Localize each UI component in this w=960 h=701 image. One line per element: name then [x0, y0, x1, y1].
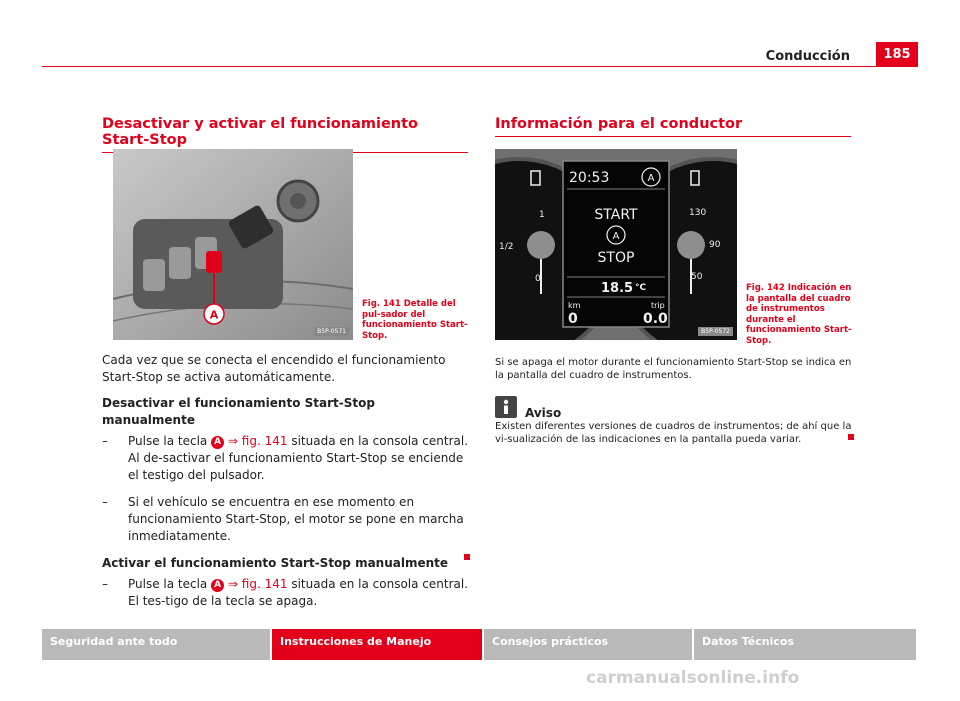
- end-marker-icon: [848, 434, 854, 440]
- figure-instrument-display: [495, 149, 737, 340]
- step-text: Pulse la tecla A ⇒ fig. 141 situada en la consola central. El tes-tigo de la tecla se apaga.: [128, 577, 469, 608]
- display-km-label: km: [568, 301, 581, 310]
- display-trip-value: 0.0: [643, 311, 668, 327]
- watermark: carmanualsonline.info: [586, 668, 800, 688]
- figure-code: B5P-0572: [698, 327, 733, 336]
- tab-consejos[interactable]: Consejos prácticos: [484, 629, 692, 660]
- tab-seguridad[interactable]: Seguridad ante todo: [42, 629, 270, 660]
- tab-datos-tecnicos[interactable]: Datos Técnicos: [694, 629, 916, 660]
- list-item: [102, 494, 470, 545]
- instrument-cluster-illustration: [495, 149, 737, 340]
- dash-bullet: –: [102, 495, 108, 509]
- figure-start-stop-button: [113, 149, 353, 340]
- aviso-label: Aviso: [525, 406, 562, 420]
- aviso-heading: [495, 394, 561, 420]
- section-heading-start-stop: Desactivar y activar el funcionamiento Start-Stop: [102, 116, 468, 153]
- coolant-mark-low: 50: [691, 272, 703, 282]
- aviso-text: Existen diferentes versiones de cuadros de instrumentos; de ahí que la vi-sualización de las indicaciones en la pantalla pueda variar.: [495, 421, 852, 445]
- driver-info-paragraph: Si se apaga el motor durante el funcionamiento Start-Stop se indica en la pantalla del cuadro de instrumentos.: [495, 357, 852, 381]
- page-number: 185: [876, 42, 918, 66]
- display-stop: STOP: [597, 250, 635, 266]
- display-mode-icon: A: [612, 231, 620, 242]
- coolant-mark-mid: 90: [709, 240, 721, 250]
- header-rule: [42, 66, 918, 67]
- key-a-icon: A: [211, 436, 224, 449]
- door-panel-illustration: [113, 149, 353, 340]
- key-a-icon: A: [211, 579, 224, 592]
- intro-paragraph: Cada vez que se conecta el encendido el funcionamiento Start-Stop se activa automáticamente.: [102, 353, 446, 384]
- figure-caption-142: Fig. 142 Indicación en la pantalla del cuadro de instrumentos durante el funcionamiento Start-Stop.: [746, 283, 852, 346]
- subheading-deactivate: Desactivar el funcionamiento Start-Stop manualmente: [102, 396, 375, 427]
- footer-nav: [42, 629, 918, 660]
- figure-code: B5P-0571: [314, 327, 349, 336]
- left-body: [102, 352, 470, 620]
- coolant-mark-high: 130: [689, 208, 707, 218]
- subheading-activate: Activar el funcionamiento Start-Stop manualmente: [102, 556, 449, 570]
- display-time: 20:53: [569, 170, 610, 186]
- display-mode-icon: A: [647, 173, 655, 184]
- step-text: Si el vehículo se encuentra en ese momento en funcionamiento Start-Stop, el motor se pone en marcha inmediatamente.: [128, 495, 464, 543]
- display-temperature-unit: °C: [635, 283, 647, 293]
- chapter-title: Conducción: [765, 49, 850, 64]
- display-start: START: [594, 207, 638, 223]
- figure-link[interactable]: ⇒ fig. 141: [224, 434, 288, 448]
- dash-bullet: –: [102, 577, 108, 591]
- display-km-value: 0: [568, 311, 578, 327]
- list-item: [102, 576, 470, 610]
- dash-bullet: –: [102, 434, 108, 448]
- figure-link[interactable]: ⇒ fig. 141: [224, 577, 288, 591]
- tab-instrucciones[interactable]: Instrucciones de Manejo: [272, 629, 482, 660]
- display-trip-label: trip: [651, 301, 665, 310]
- step-text: Pulse la tecla A ⇒ fig. 141 situada en la consola central. Al de-sactivar el funcionamiento Start-Stop se enciende el testigo del pulsador.: [128, 434, 469, 482]
- fuel-mark-full: 1: [539, 210, 545, 220]
- figure-caption-141: Fig. 141 Detalle del pul-sador del funcionamiento Start-Stop.: [362, 299, 468, 341]
- end-marker-icon: [464, 554, 470, 560]
- display-temperature: 18.5: [601, 281, 634, 296]
- list-item: [102, 433, 470, 484]
- fuel-mark-empty: 0: [535, 274, 541, 284]
- callout-a: A: [209, 308, 219, 322]
- fuel-mark-half: 1/2: [499, 242, 514, 252]
- info-icon: [495, 396, 517, 418]
- section-heading-driver-info: Información para el conductor: [495, 116, 851, 137]
